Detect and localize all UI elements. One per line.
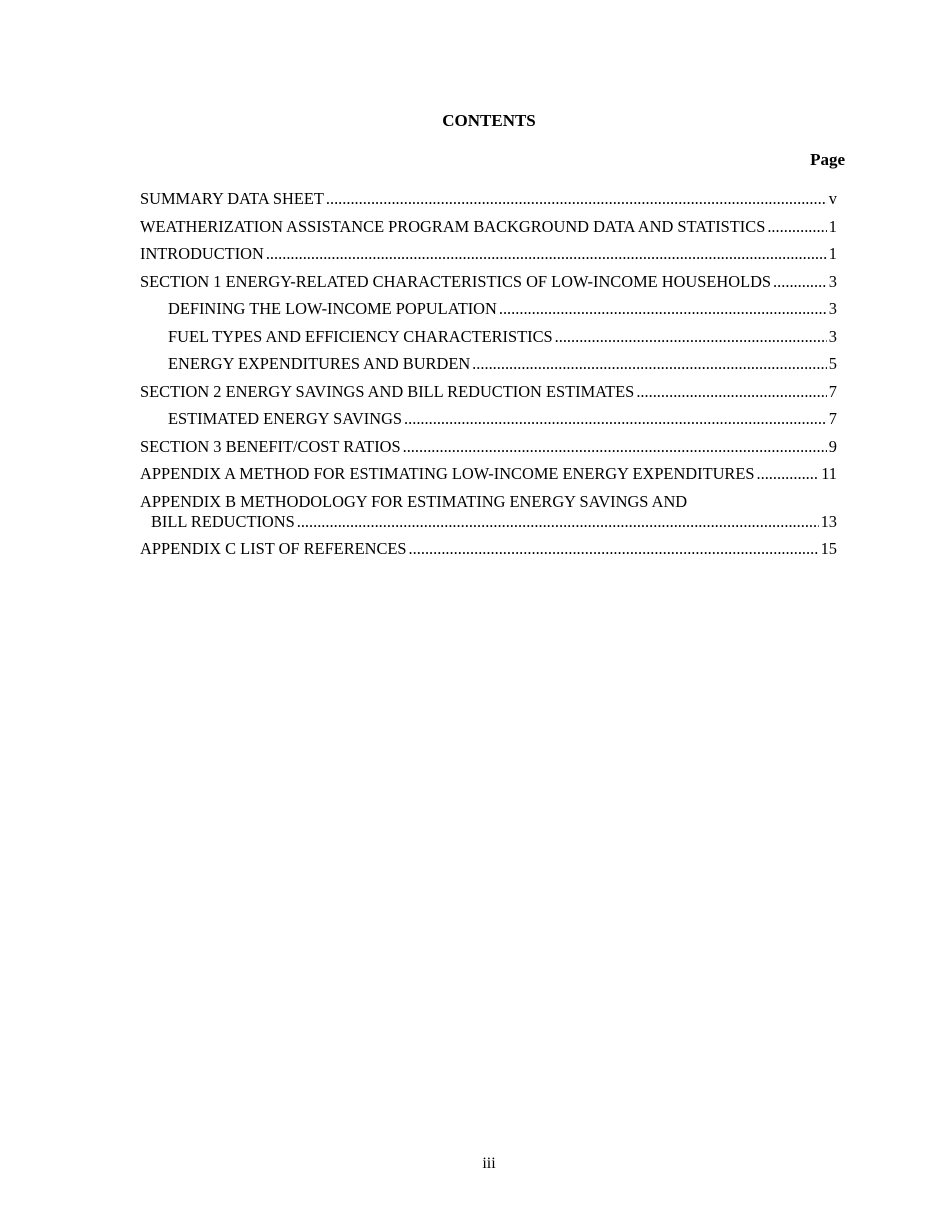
dot-leader (297, 512, 819, 532)
toc-entry-page: 3 (828, 271, 837, 291)
dot-leader (773, 272, 827, 292)
toc-entry-page: v (828, 189, 837, 208)
toc-entry-label: SECTION 3 BENEFIT/COST RATIOS (140, 436, 401, 456)
toc-entry-defining-population[interactable] (140, 299, 837, 327)
toc-entry-summary-data-sheet[interactable] (140, 189, 837, 217)
toc-entry-page: 11 (821, 464, 837, 483)
toc-entry-page: 15 (820, 538, 837, 558)
toc-entry-label-line1: APPENDIX B METHODOLOGY FOR ESTIMATING ENERGY SAVINGS AND (140, 491, 688, 511)
toc-entry-section-2[interactable] (140, 382, 837, 410)
toc-entry-wap-background[interactable] (140, 217, 837, 245)
toc-entry-page: 3 (828, 299, 837, 318)
toc-entry-appendix-a[interactable] (140, 464, 837, 492)
dot-leader (636, 382, 826, 402)
toc-entry-introduction[interactable] (140, 244, 837, 272)
dot-leader (767, 217, 826, 237)
toc-entry-label: ENERGY EXPENDITURES AND BURDEN (168, 354, 471, 373)
toc-entry-page: 1 (828, 244, 837, 263)
dot-leader (555, 327, 827, 347)
dot-leader (757, 464, 820, 484)
dot-leader (409, 539, 819, 559)
toc-entry-label: APPENDIX A METHOD FOR ESTIMATING LOW-INCOME ENERGY EXPENDITURES (140, 464, 755, 483)
dot-leader (499, 299, 827, 319)
toc-entry-label-line2: BILL REDUCTIONS (151, 511, 295, 531)
toc-entry-page: 5 (828, 354, 837, 373)
toc-entry-label: FUEL TYPES AND EFFICIENCY CHARACTERISTICS (168, 326, 553, 346)
toc-entry-fuel-types[interactable] (140, 327, 837, 355)
toc-entry-page: 7 (828, 381, 837, 401)
toc-entry-label: ESTIMATED ENERGY SAVINGS (168, 409, 403, 428)
toc-entry-estimated-savings[interactable] (140, 409, 837, 437)
toc-entry-page: 13 (820, 511, 837, 531)
toc-entry-page: 9 (828, 436, 837, 456)
toc-entry-label: SECTION 1 ENERGY-RELATED CHARACTERISTICS OF LOW-INCOME HOUSEHOLDS (140, 271, 772, 291)
toc-entry-section-3[interactable] (140, 437, 837, 465)
toc-entry-label: SUMMARY DATA SHEET (140, 189, 324, 208)
toc-entry-label: WEATHERIZATION ASSISTANCE PROGRAM BACKGROUND DATA AND STATISTICS (140, 216, 766, 236)
page-column-label: Page (810, 150, 845, 169)
contents-heading: CONTENTS (442, 111, 536, 130)
toc-entry-appendix-b[interactable] (140, 492, 837, 539)
toc-entry-label: SECTION 2 ENERGY SAVINGS AND BILL REDUCTION ESTIMATES (140, 381, 635, 401)
footer-page-number: iii (482, 1155, 496, 1172)
toc-entry-page: 3 (828, 326, 837, 346)
toc-entry-energy-expenditures[interactable] (140, 354, 837, 382)
dot-leader (404, 409, 827, 429)
toc-entry-page: 1 (828, 216, 837, 236)
table-of-contents (140, 189, 837, 566)
dot-leader (266, 244, 827, 264)
toc-entry-page: 7 (828, 409, 837, 428)
toc-entry-appendix-c[interactable] (140, 539, 837, 567)
dot-leader (403, 437, 827, 457)
dot-leader (326, 189, 827, 209)
toc-entry-label: DEFINING THE LOW-INCOME POPULATION (168, 299, 497, 318)
dot-leader (472, 354, 827, 374)
toc-entry-section-1[interactable] (140, 272, 837, 300)
toc-entry-label: INTRODUCTION (140, 244, 264, 263)
toc-entry-label: APPENDIX C LIST OF REFERENCES (140, 538, 407, 558)
